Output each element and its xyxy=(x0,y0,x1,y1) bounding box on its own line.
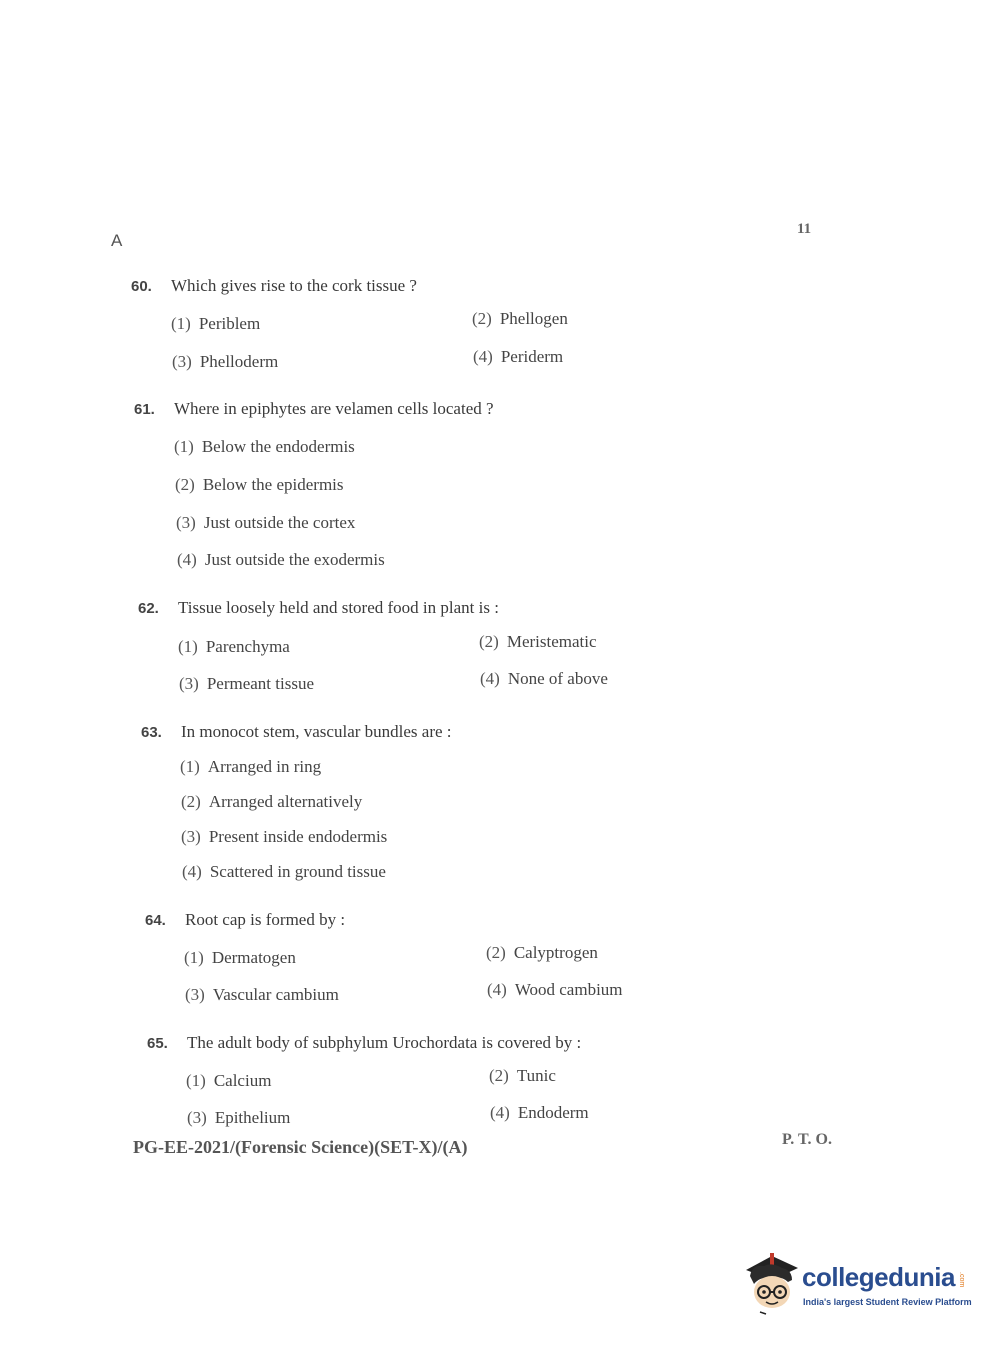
option-number: (4) xyxy=(473,347,493,366)
option-2 xyxy=(479,632,597,652)
option-text: Below the epidermis xyxy=(202,475,344,494)
option-text: Vascular cambium xyxy=(212,985,339,1004)
question-stem xyxy=(138,598,758,619)
question-text: Which gives rise to the cork tissue ? xyxy=(171,276,417,295)
option-1 xyxy=(171,314,260,334)
option-text: Phelloderm xyxy=(199,352,279,371)
question-text: Root cap is formed by : xyxy=(185,910,346,929)
option-number: (3) xyxy=(176,513,196,532)
option-3 xyxy=(176,513,355,533)
option-2 xyxy=(181,792,362,812)
option-text: None of above xyxy=(507,669,608,688)
question-stem xyxy=(141,722,761,743)
question-text: Tissue loosely held and stored food in plant is : xyxy=(178,598,499,617)
option-number: (2) xyxy=(489,1066,509,1085)
option-text: Below the endodermis xyxy=(201,437,355,456)
option-number: (4) xyxy=(490,1103,510,1122)
option-2 xyxy=(489,1066,556,1086)
option-text: Arranged in ring xyxy=(207,757,322,776)
option-4 xyxy=(473,347,563,367)
option-4 xyxy=(490,1103,589,1123)
mascot-icon xyxy=(742,1250,802,1316)
option-text: Scattered in ground tissue xyxy=(209,862,386,881)
option-number: (1) xyxy=(186,1071,206,1090)
option-number: (2) xyxy=(181,792,201,811)
option-3 xyxy=(185,985,339,1005)
option-text: Calyptrogen xyxy=(513,943,598,962)
option-text: Epithelium xyxy=(214,1108,291,1127)
option-4 xyxy=(480,669,608,689)
question-stem xyxy=(131,276,751,297)
option-number: (2) xyxy=(486,943,506,962)
option-text: Tunic xyxy=(516,1066,556,1085)
option-3 xyxy=(187,1108,290,1128)
question-stem xyxy=(147,1033,767,1054)
question-number: 60. xyxy=(131,278,152,295)
option-4 xyxy=(182,862,386,882)
option-number: (2) xyxy=(175,475,195,494)
question-text: The adult body of subphylum Urochordata is covered by : xyxy=(187,1033,582,1052)
option-number: (4) xyxy=(480,669,500,688)
collegedunia-logo xyxy=(742,1250,972,1320)
question-stem xyxy=(134,399,754,420)
question-62 xyxy=(138,598,758,693)
option-number: (1) xyxy=(178,637,198,656)
question-text: Where in epiphytes are velamen cells located ? xyxy=(174,399,494,418)
option-text: Meristematic xyxy=(506,632,597,651)
question-text: In monocot stem, vascular bundles are : xyxy=(181,722,452,741)
question-number: 64. xyxy=(145,912,166,929)
question-number: 63. xyxy=(141,724,162,741)
brand-name: collegedunia xyxy=(802,1262,955,1292)
option-3 xyxy=(181,827,387,847)
option-number: (2) xyxy=(479,632,499,651)
option-text: Permeant tissue xyxy=(206,674,314,693)
pto-label: P. T. O. xyxy=(782,1131,832,1148)
option-text: Phellogen xyxy=(499,309,568,328)
brand-tld: .com xyxy=(958,1272,965,1288)
option-number: (3) xyxy=(187,1108,207,1127)
option-1 xyxy=(184,948,296,968)
option-2 xyxy=(486,943,598,963)
option-3 xyxy=(179,674,314,694)
option-number: (3) xyxy=(185,985,205,1004)
option-text: Wood cambium xyxy=(514,980,623,999)
option-2 xyxy=(472,309,568,329)
option-number: (4) xyxy=(487,980,507,999)
option-number: (1) xyxy=(184,948,204,967)
option-number: (3) xyxy=(181,827,201,846)
option-text: Periderm xyxy=(500,347,564,366)
option-1 xyxy=(180,757,321,777)
question-63 xyxy=(141,722,761,881)
option-3 xyxy=(172,352,278,372)
question-stem xyxy=(145,910,765,931)
question-number: 65. xyxy=(147,1035,168,1052)
option-text: Parenchyma xyxy=(205,637,290,656)
option-text: Dermatogen xyxy=(211,948,296,967)
option-number: (3) xyxy=(179,674,199,693)
question-number: 61. xyxy=(134,401,155,418)
option-number: (1) xyxy=(174,437,194,456)
option-4 xyxy=(177,550,385,570)
option-4 xyxy=(487,980,623,1000)
option-text: Calcium xyxy=(213,1071,272,1090)
option-text: Just outside the cortex xyxy=(203,513,356,532)
option-1 xyxy=(186,1071,271,1091)
question-65 xyxy=(147,1033,767,1127)
option-number: (4) xyxy=(182,862,202,881)
exam-code: PG-EE-2021/(Forensic Science)(SET-X)/(A) xyxy=(133,1137,468,1157)
option-number: (1) xyxy=(171,314,191,333)
option-text: Periblem xyxy=(198,314,261,333)
option-number: (1) xyxy=(180,757,200,776)
option-1 xyxy=(178,637,290,657)
option-text: Just outside the exodermis xyxy=(204,550,385,569)
question-number: 62. xyxy=(138,600,159,617)
set-letter: A xyxy=(111,231,123,250)
option-text: Present inside endodermis xyxy=(208,827,388,846)
option-2 xyxy=(175,475,344,495)
option-number: (4) xyxy=(177,550,197,569)
option-1 xyxy=(174,437,355,457)
option-text: Arranged alternatively xyxy=(208,792,363,811)
page-number: 11 xyxy=(797,221,812,237)
option-text: Endoderm xyxy=(517,1103,589,1122)
option-number: (2) xyxy=(472,309,492,328)
question-64 xyxy=(145,910,765,1004)
question-61 xyxy=(134,399,754,569)
question-60 xyxy=(131,276,751,371)
option-number: (3) xyxy=(172,352,192,371)
brand-tagline: India's largest Student Review Platform xyxy=(803,1297,972,1307)
